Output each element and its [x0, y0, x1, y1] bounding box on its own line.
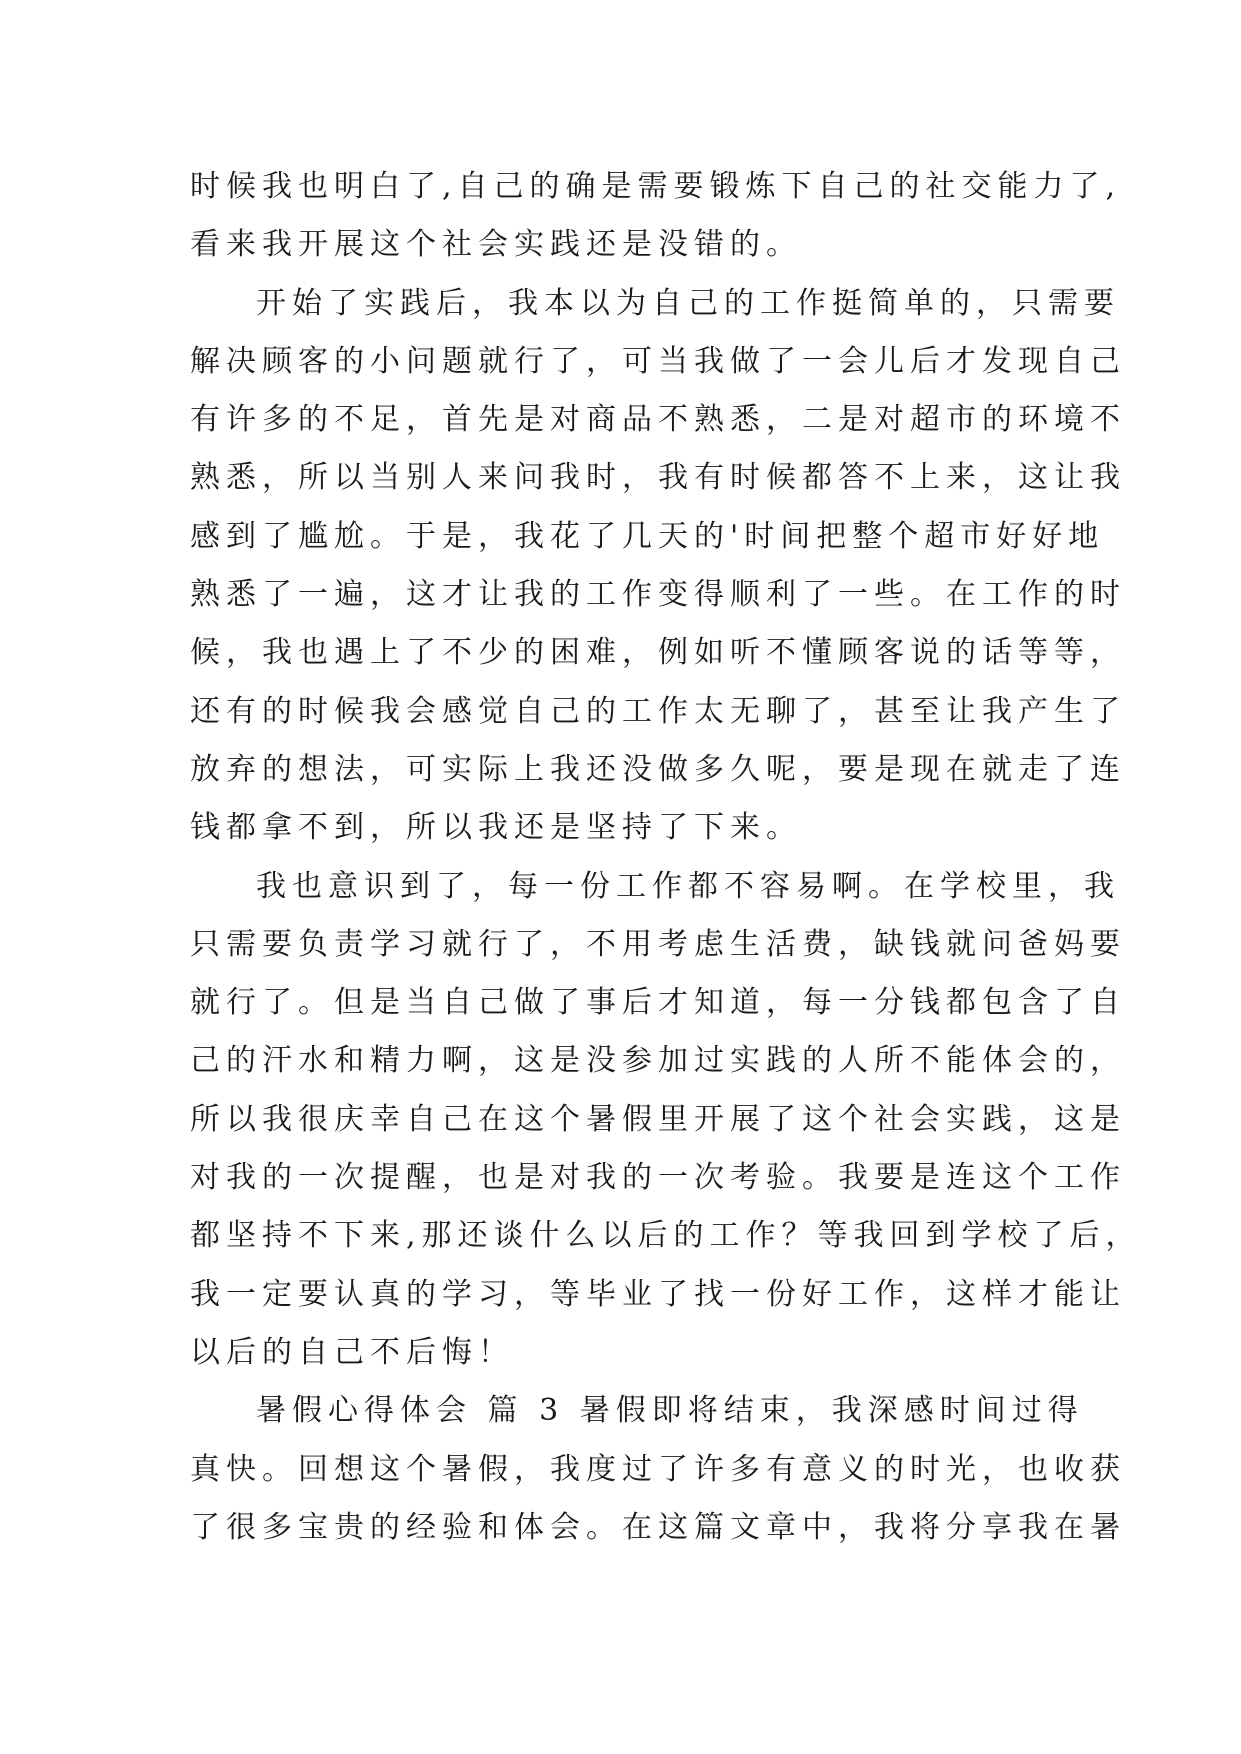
text-line: 了很多宝贵的经验和体会。在这篇文章中，我将分享我在暑 — [190, 1509, 1126, 1545]
text-line: 有许多的不足，首先是对商品不熟悉，二是对超市的环境不 — [190, 402, 1126, 438]
text-line: 以后的自己不后悔！ — [190, 1334, 514, 1370]
text-line: 己的汗水和精力啊，这是没参加过实践的人所不能体会的， — [190, 1043, 1126, 1079]
text-line: 对我的一次提醒，也是对我的一次考验。我要是连这个工作 — [190, 1160, 1126, 1196]
text-line: 熟悉，所以当别人来问我时，我有时候都答不上来，这让我 — [190, 460, 1126, 496]
text-line: 我一定要认真的学习，等毕业了找一份好工作，这样才能让 — [190, 1276, 1126, 1312]
text-line: 开始了实践后，我本以为自己的工作挺简单的，只需要 — [256, 285, 1120, 321]
text-line: 我也意识到了，每一份工作都不容易啊。在学校里，我 — [256, 868, 1120, 904]
text-line: 钱都拿不到，所以我还是坚持了下来。 — [190, 810, 802, 846]
text-line: 只需要负责学习就行了，不用考虑生活费，缺钱就问爸妈要 — [190, 926, 1126, 962]
text-line: 放弃的想法，可实际上我还没做多久呢，要是现在就走了连 — [190, 751, 1126, 787]
text-line: 看来我开展这个社会实践还是没错的。 — [190, 227, 802, 263]
text-line: 暑假心得体会 篇 3 暑假即将结束，我深感时间过得 — [256, 1393, 1084, 1429]
text-line: 候，我也遇上了不少的困难，例如听不懂顾客说的话等等， — [190, 635, 1126, 671]
text-line: 所以我很庆幸自己在这个暑假里开展了这个社会实践，这是 — [190, 1101, 1126, 1137]
body-text — [190, 158, 1142, 1557]
text-line: 时候我也明白了,自己的确是需要锻炼下自己的社交能力了, — [190, 169, 1122, 204]
text-line: 熟悉了一遍，这才让我的工作变得顺利了一些。在工作的时 — [190, 577, 1126, 613]
text-line: 真快。回想这个暑假，我度过了许多有意义的时光，也收获 — [190, 1451, 1126, 1487]
text-line: 都坚持不下来,那还谈什么以后的工作？等我回到学校了后， — [190, 1218, 1142, 1254]
text-line: 解决顾客的小问题就行了，可当我做了一会儿后才发现自己 — [190, 343, 1126, 379]
text-line: 还有的时候我会感觉自己的工作太无聊了，甚至让我产生了 — [190, 693, 1126, 729]
text-line: 就行了。但是当自己做了事后才知道，每一分钱都包含了自 — [190, 985, 1126, 1021]
text-line: 感到了尴尬。于是，我花了几天的'时间把整个超市好好地 — [190, 518, 1105, 554]
